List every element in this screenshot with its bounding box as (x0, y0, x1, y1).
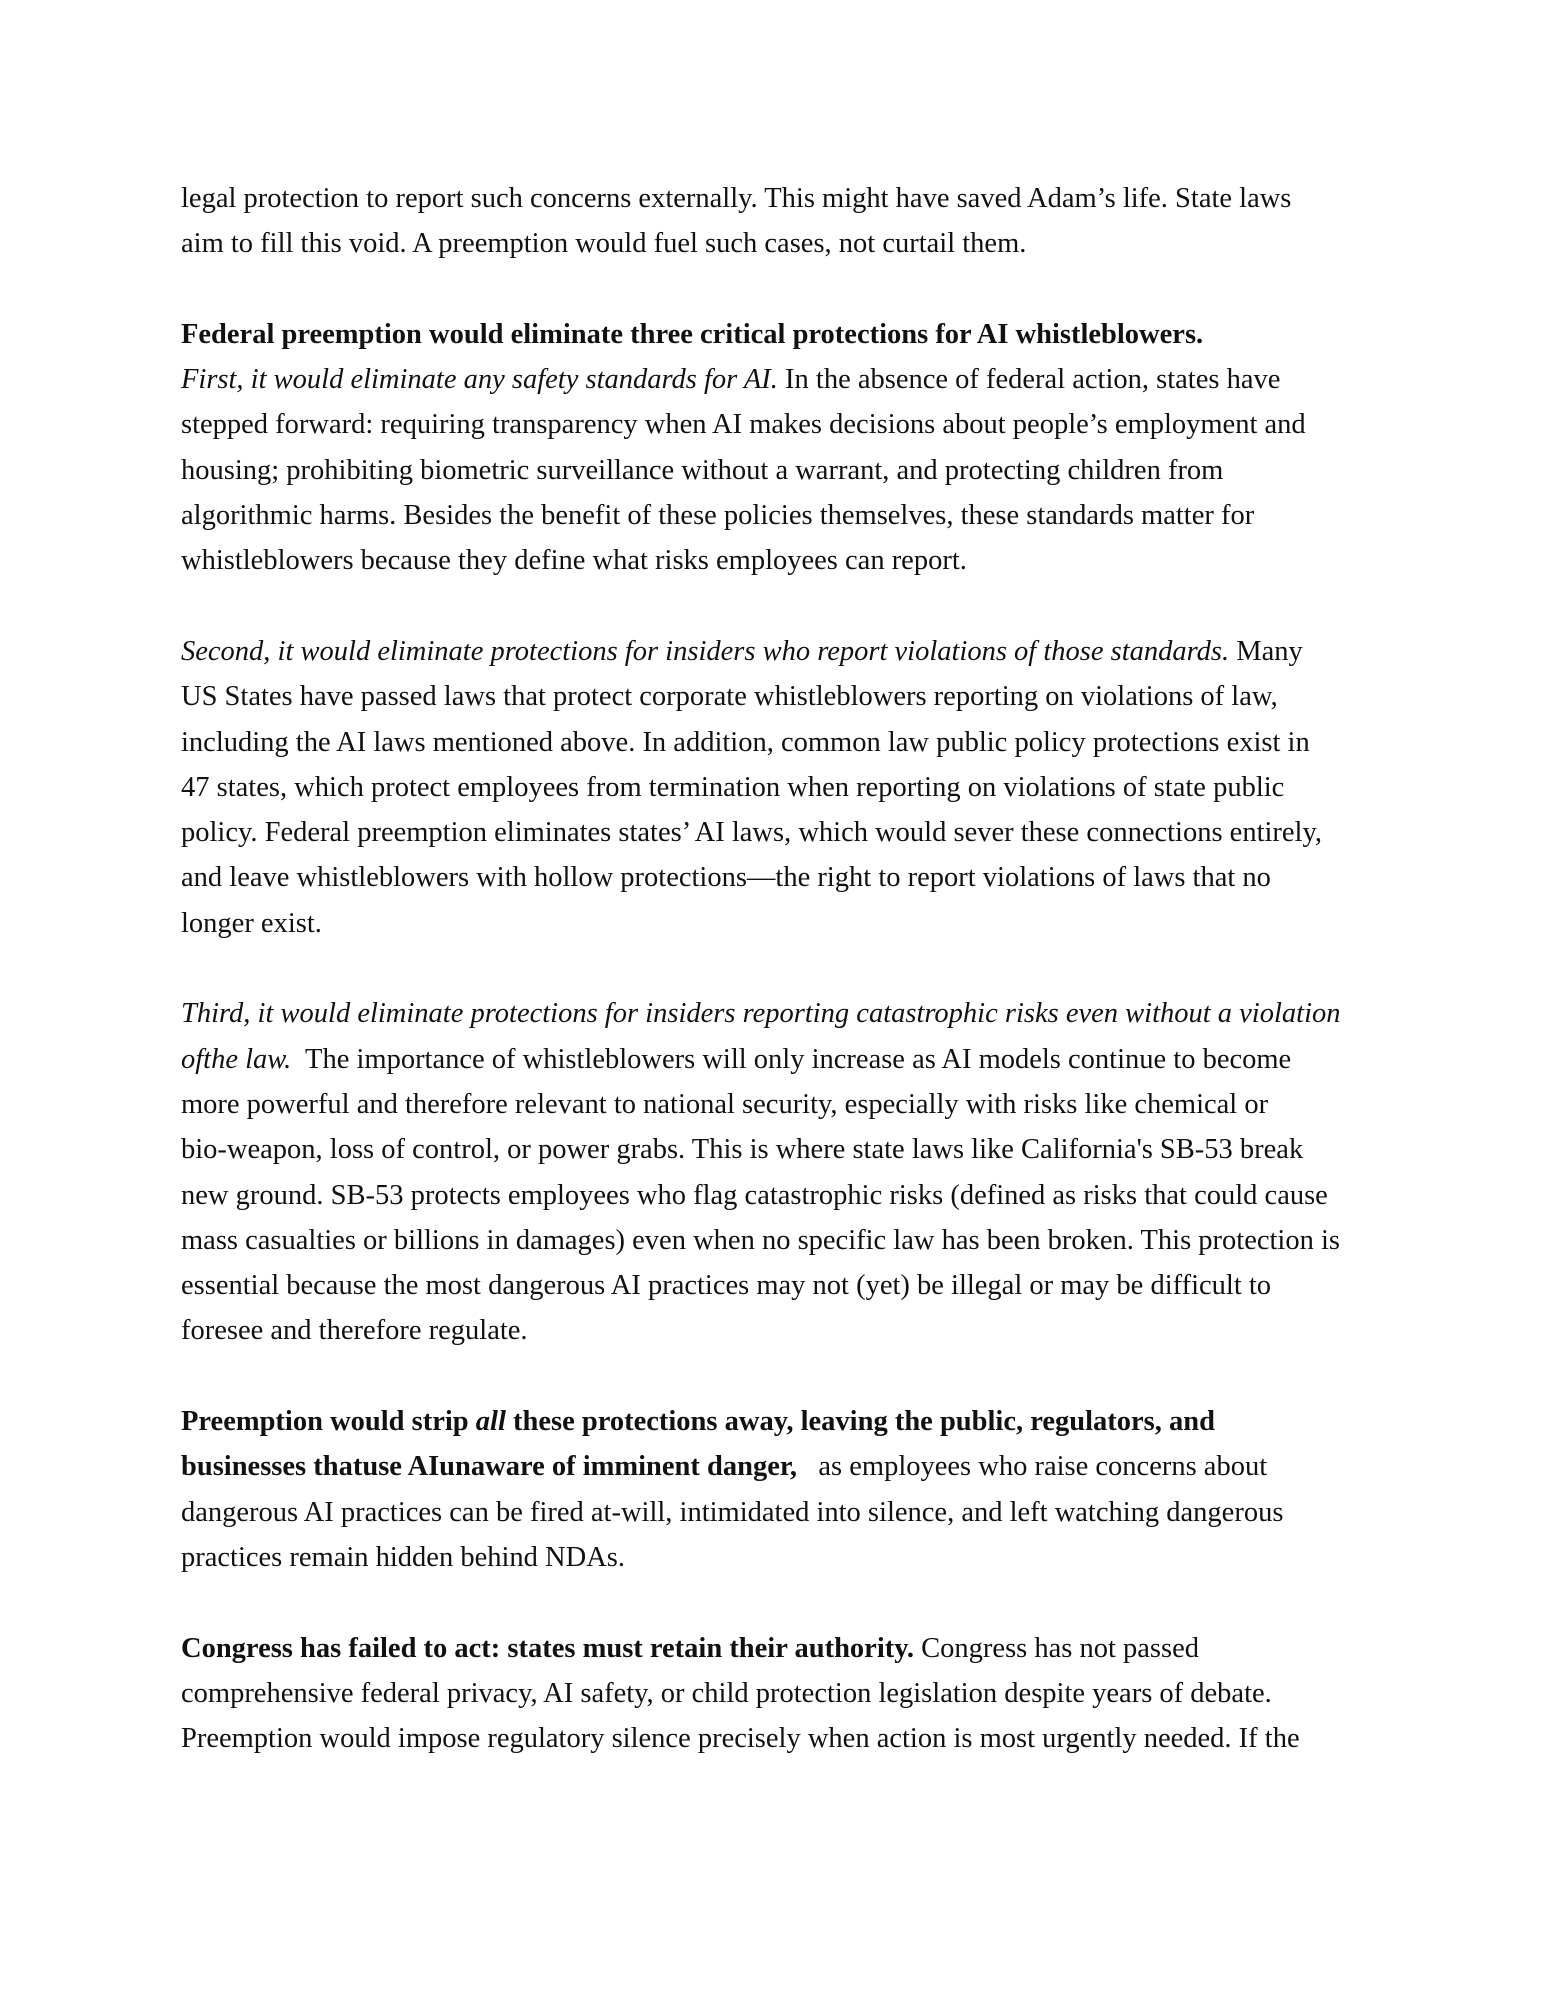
bold-lead: Congress has failed to act: states must retain their authority. (181, 1632, 915, 1664)
italic-lead: Second, it would eliminate protections for insiders who report violations of those standards. (181, 635, 1230, 667)
text-line (181, 402, 1381, 447)
text-line (181, 901, 1381, 946)
text-run: In the absence of federal action, states have (777, 364, 1281, 396)
text-run: dangerous AI practices can be fired at-will, intimidated into silence, and left watching dangerous (181, 1496, 1284, 1528)
text-line (181, 493, 1381, 538)
bold-text: businesses thatuse AIunaware of imminent danger, (181, 1451, 798, 1483)
paragraph-third-protection (181, 991, 1381, 1353)
heading-text: Federal preemption would eliminate three critical protections for AI whistleblowers. (181, 318, 1204, 350)
paragraph-congress-failed (181, 1626, 1381, 1762)
text-run: Congress has not passed (914, 1632, 1200, 1664)
bold-text: these protections away, leaving the public, regulators, and (505, 1406, 1215, 1438)
text-run: comprehensive federal privacy, AI safety, or child protection legislation despite years of debate. (181, 1677, 1272, 1709)
text-run: essential because the most dangerous AI practices may not (yet) be illegal or may be difficult to (181, 1270, 1272, 1302)
text-run: algorithmic harms. Besides the benefit of these policies themselves, these standards matter for (181, 500, 1255, 532)
text-line (181, 1308, 1381, 1353)
text-line (181, 357, 1381, 402)
text-line (181, 629, 1381, 674)
text-line (181, 221, 1381, 266)
text-line (181, 810, 1381, 855)
bold-italic-emphasis: all (475, 1406, 506, 1438)
bold-text: Preemption would strip (181, 1406, 476, 1438)
text-run: stepped forward: requiring transparency when AI makes decisions about people’s employment and (181, 409, 1306, 441)
text-run: and leave whistleblowers with hollow protections—the right to report violations of laws that no (181, 862, 1271, 894)
text-line (181, 855, 1381, 900)
text-run: legal protection to report such concerns externally. This might have saved Adam’s life. State laws (181, 183, 1292, 214)
italic-lead: Third, it would eliminate protections for insiders reporting catastrophic risks even without a violation (181, 998, 1341, 1030)
text-run: Many (1229, 635, 1303, 667)
italic-lead: First, it would eliminate any safety standards for AI. (181, 364, 778, 396)
text-line (181, 1399, 1381, 1444)
text-run: 47 states, which protect employees from termination when reporting on violations of state public (181, 771, 1285, 803)
text-line (181, 1444, 1381, 1489)
text-line (181, 176, 1381, 221)
text-line (181, 448, 1381, 493)
text-run: including the AI laws mentioned above. In addition, common law public policy protections exist in (181, 726, 1310, 758)
text-run: as employees who raise concerns about (797, 1451, 1268, 1483)
text-run: aim to fill this void. A preemption would fuel such cases, not curtail them. (181, 228, 1027, 260)
paragraph-three-protections (181, 312, 1381, 584)
text-line (181, 1535, 1381, 1580)
text-line (181, 1127, 1381, 1172)
text-run: bio-weapon, loss of control, or power grabs. This is where state laws like California's SB-53 break (181, 1134, 1304, 1166)
text-line (181, 991, 1381, 1036)
paragraph-preemption-strips (181, 1399, 1381, 1580)
text-line (181, 1082, 1381, 1127)
text-run: housing; prohibiting biometric surveillance without a warrant, and protecting children from (181, 454, 1224, 486)
text-line (181, 674, 1381, 719)
text-line (181, 1490, 1381, 1535)
text-run: policy. Federal preemption eliminates states’ AI laws, which would sever these connections entirely, (181, 817, 1322, 849)
text-run: foresee and therefore regulate. (181, 1315, 528, 1347)
text-line (181, 1037, 1381, 1082)
text-line (181, 1263, 1381, 1308)
section-heading (181, 312, 1381, 357)
text-line (181, 1218, 1381, 1263)
paragraph-adam-case (181, 176, 1381, 267)
text-line (181, 1626, 1381, 1671)
text-run: whistleblowers because they define what risks employees can report. (181, 545, 967, 577)
text-run: Preemption would impose regulatory silence precisely when action is most urgently needed. If the (181, 1723, 1300, 1755)
italic-lead: ofthe law. (181, 1043, 292, 1075)
text-line (181, 1671, 1381, 1716)
text-run: mass casualties or billions in damages) even when no specific law has been broken. This protection is (181, 1224, 1340, 1256)
text-run: more powerful and therefore relevant to national security, especially with risks like chemical or (181, 1088, 1269, 1120)
text-line (181, 1716, 1381, 1761)
text-run: new ground. SB-53 protects employees who flag catastrophic risks (defined as risks that could cause (181, 1179, 1328, 1211)
paragraph-second-protection (181, 629, 1381, 946)
text-line (181, 538, 1381, 583)
text-run: The importance of whistleblowers will only increase as AI models continue to become (291, 1043, 1292, 1075)
text-run: US States have passed laws that protect corporate whistleblowers reporting on violations of law, (181, 681, 1278, 713)
text-line (181, 1173, 1381, 1218)
document-page (181, 176, 1381, 1807)
text-run: practices remain hidden behind NDAs. (181, 1541, 625, 1573)
text-line (181, 765, 1381, 810)
text-run: longer exist. (181, 907, 322, 939)
text-line (181, 720, 1381, 765)
